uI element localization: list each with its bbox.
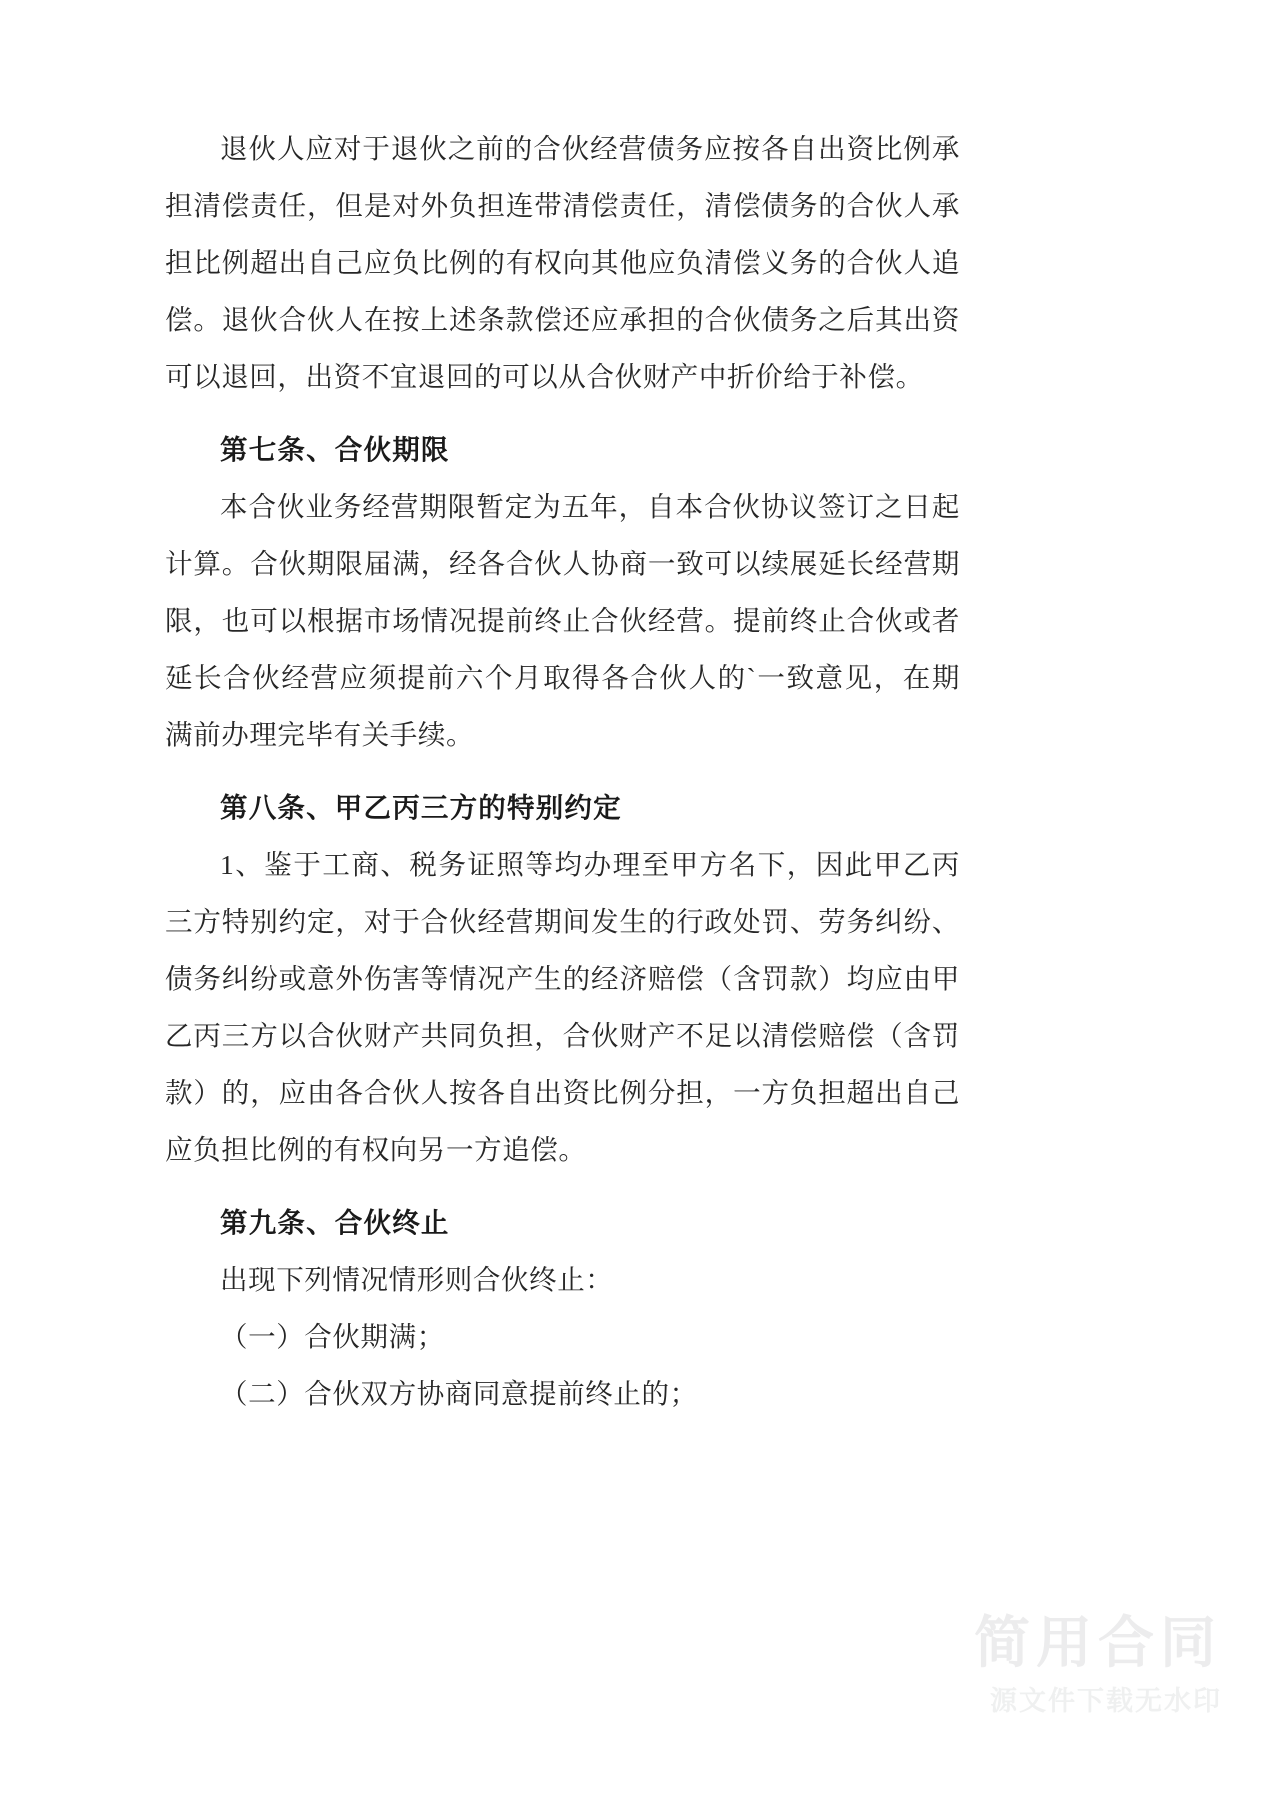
watermark (974, 1610, 1222, 1722)
list-item-termination-1: （一）合伙期满； (220, 1321, 445, 1352)
document-body (165, 120, 960, 1422)
watermark-sub-text: 源文件下载无水印 (990, 1685, 1222, 1717)
block-spacer (165, 763, 960, 779)
block-spacer (165, 1178, 960, 1194)
paragraph-withdrawal-debt: 退伙人应对于退伙之前的合伙经营债务应按各自出资比例承担清偿责任，但是对外负担连带清偿责任，清偿债务的合伙人承担比例超出自己应负比例的有权向其他应负清偿义务的合伙人追偿。退伙合伙人在按上述条款偿还应承担的合伙债务之后其出资可以退回，出资不宜退回的可以从合伙财产中折价给于补偿。 (165, 133, 960, 392)
list-item-termination-2: （二）合伙双方协商同意提前终止的； (220, 1378, 698, 1409)
heading-article-eight: 第八条、甲乙丙三方的特别约定 (220, 792, 622, 823)
paragraph-partnership-term: 本合伙业务经营期限暂定为五年，自本合伙协议签订之日起计算。合伙期限届满，经各合伙人协商一致可以续展延长经营期限，也可以根据市场情况提前终止合伙经营。提前终止合伙或者延长合伙经营应须提前六个月取得各合伙人的`一致意见，在期满前办理完毕有关手续。 (165, 491, 960, 750)
block-spacer (165, 405, 960, 421)
watermark-brand-text: 简用合同 (974, 1610, 1222, 1676)
paragraph-special-agreement: 1、鉴于工商、税务证照等均办理至甲方名下，因此甲乙丙三方特别约定，对于合伙经营期间发生的行政处罚、劳务纠纷、债务纠纷或意外伤害等情况产生的经济赔偿（含罚款）均应由甲乙丙三方以合伙财产共同负担，合伙财产不足以清偿赔偿（含罚款）的，应由各合伙人按各自出资比例分担，一方负担超出自己应负担比例的有权向另一方追偿。 (165, 849, 960, 1165)
heading-article-nine: 第九条、合伙终止 (220, 1207, 450, 1238)
paragraph-termination-intro: 出现下列情况情形则合伙终止： (220, 1264, 614, 1295)
heading-article-seven: 第七条、合伙期限 (220, 434, 450, 465)
